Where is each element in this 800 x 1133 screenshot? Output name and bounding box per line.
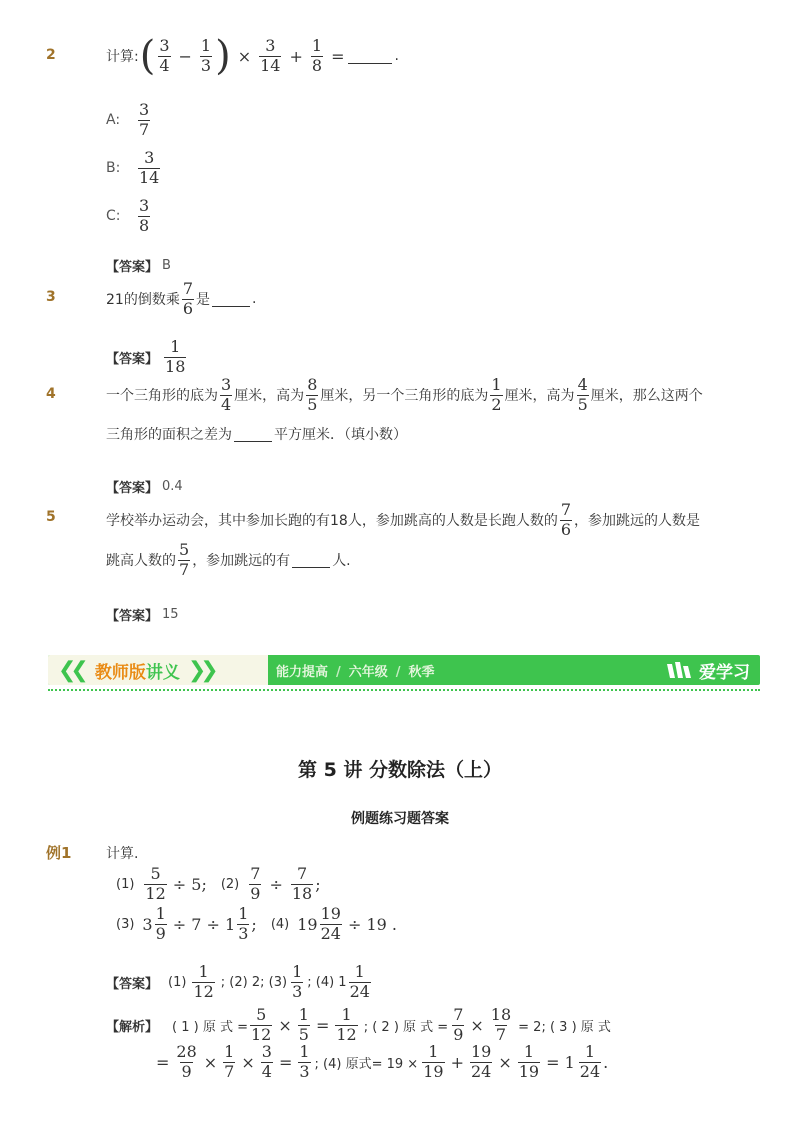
question-5-line-1: 学校举办运动会，其中参加长跑的有18人，参加跳高的人数是长跑人数的 $\frac{7}{6}$ ，参加跳远的人数是 [106, 500, 701, 539]
example-prompt: 计算. [106, 846, 139, 862]
example-problems-row-1: (1) $\frac{5}{12}$ ÷ 5; (2) $\frac{7}{9}$ ÷ $\frac{7}{18}$ ; [116, 864, 321, 903]
banner-title: 教师版 [94, 662, 146, 683]
fraction: $\frac{3}{4}$ [159, 35, 170, 75]
brand-name: 爱学习 [699, 663, 750, 683]
question-4-line-1: 一个三角形的底为 $\frac{3}{4}$ 厘米，高为 $\frac{8}{5}$ 厘米，另一个三角形的底为 $\frac{1}{2}$ 厘米，高为 $\frac{4}{5}$ 厘米，那么这两个 [106, 375, 703, 414]
question-4-line-2: 三角形的面积之差为 平方厘米．（填小数） [106, 427, 407, 443]
answer: 【答案】 $\frac{1}{18}$ [106, 337, 186, 376]
fraction: $\frac{1}{8}$ [311, 35, 323, 75]
section-banner [48, 655, 760, 685]
question-number: 2 [46, 47, 56, 63]
brand-logo [665, 658, 750, 683]
question-number: 5 [46, 509, 56, 525]
answer: 【答案】 15 [106, 607, 179, 624]
answer-blank [212, 292, 250, 307]
question-prompt: 计算: [106, 49, 139, 65]
banner-title-block [48, 655, 268, 685]
example-answer: 【答案】 (1) $\frac{1}{12}$ ; (2) 2; (3) $\frac{1}{3}$ ; (4) 1 $\frac{1}{24}$ [106, 962, 370, 1001]
option-a: A: $\frac{3}{7}$ [106, 100, 150, 139]
banner-title-suffix: 讲义 [145, 662, 180, 683]
option-b: B: $\frac{3}{14}$ [106, 148, 160, 187]
example-explanation-line-1: 【解析】 ( 1 ) 原 式 = $\frac{5}{12}$ × $\frac{1}{5}$ = $\frac{1}{12}$ ; ( 2 ) 原 式 = $\frac{7}{9}$ × $\frac{18}{7}$ = 2; ( 3 ) 原 式 [106, 1005, 611, 1044]
fraction: $\frac{3}{14}$ [260, 35, 281, 75]
example-problems-row-2: (3) 3 $\frac{1}{9}$ ÷ 7 ÷ 1 $\frac{1}{3}$ ; (4) 19 $\frac{19}{24}$ ÷ 19 . [116, 904, 397, 943]
example-label: 例1 [46, 844, 72, 862]
question-number: 4 [46, 386, 56, 402]
answer: 【答案】 B [106, 258, 171, 275]
banner-breadcrumb: 能力提高 / 六年级 / 秋季 [276, 665, 435, 680]
question-number: 3 [46, 289, 56, 305]
question-5-line-2: 跳高人数的 $\frac{5}{7}$ ，参加跳远的有 人. [106, 540, 351, 579]
example-explanation-line-2: = $\frac{28}{9}$ × $\frac{1}{7}$ × $\frac{3}{4}$ = $\frac{1}{3}$ ; (4) 原式= 19 × $\frac{1}{19}$ + $\frac{19}{24}$ × $\frac{1}{19}$ = 1 $\frac{1}{24}$ . [156, 1042, 609, 1081]
section-title: 例题练习题答案 [351, 811, 449, 827]
option-c: C: $\frac{3}{8}$ [106, 196, 150, 235]
answer: 【答案】 0.4 [106, 479, 183, 496]
left-paren: ( [139, 33, 156, 79]
answer-blank [348, 49, 392, 64]
double-chevron-left-icon: ❮❮ [58, 657, 83, 683]
question-3-text: 21的倒数乘 $\frac{7}{6}$ 是 . [106, 279, 257, 318]
brand-mark-icon [665, 660, 695, 682]
lecture-title: 第 5 讲 分数除法（上） [297, 759, 503, 781]
right-paren: ) [215, 33, 231, 79]
fraction: $\frac{1}{3}$ [200, 35, 212, 75]
double-chevron-right-icon: ❯❯ [187, 657, 213, 683]
question-2-expression: 计算: ( $\frac{3}{4}$ − $\frac{1}{3}$ ) × $\frac{3}{14}$ + $\frac{1}{8}$ = . [106, 33, 399, 79]
answer-blank [234, 427, 272, 442]
dotted-divider [48, 689, 760, 691]
answer-blank [292, 553, 330, 568]
